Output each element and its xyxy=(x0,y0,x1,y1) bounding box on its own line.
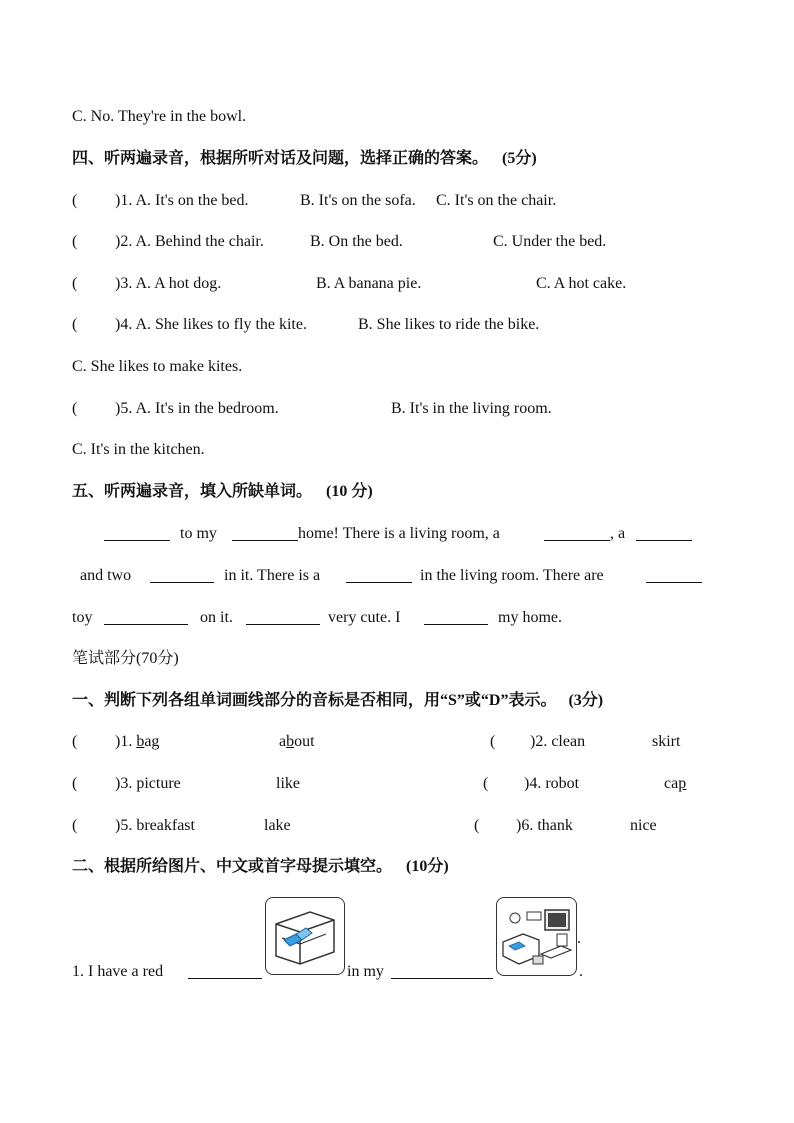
q1-paren: ( xyxy=(72,192,78,209)
paren: ( xyxy=(483,775,489,792)
phonetic-compare: cap xyxy=(664,775,687,792)
part2-q1-period: . xyxy=(579,963,583,980)
q5-option-a: )5. A. It's in the bedroom. xyxy=(115,400,279,417)
part2-q1-text: 1. I have a red xyxy=(72,963,164,980)
cloze-blank-5[interactable] xyxy=(150,566,214,583)
q2-option-a: )2. A. Behind the chair. xyxy=(115,233,264,250)
q5-option-b: B. It's in the living room. xyxy=(391,400,552,417)
phonetic-item: )2. clean xyxy=(530,733,586,750)
q1-option-b: B. It's on the sofa. xyxy=(300,192,416,209)
cloze-text: to my xyxy=(180,525,217,542)
part2-heading-text: 二、根据所给图片、中文或首字母提示填空。 xyxy=(72,858,393,875)
q2-paren: ( xyxy=(72,233,78,250)
paren: ( xyxy=(490,733,496,750)
cloze-blank-6[interactable] xyxy=(346,566,412,583)
q2-option-b: B. On the bed. xyxy=(310,233,403,250)
section4-score: (5分) xyxy=(502,150,537,167)
section5-score: (10 分) xyxy=(326,483,373,500)
phonetic-item: )3. picture xyxy=(115,775,181,792)
cloze-text: my home. xyxy=(498,609,562,626)
section5-heading xyxy=(72,481,373,503)
cloze-text: home! There is a living room, a xyxy=(298,525,500,542)
cloze-blank-7[interactable] xyxy=(646,566,702,583)
cloze-text: and two xyxy=(80,567,132,584)
cloze-blank-1[interactable] xyxy=(104,524,170,541)
written-part-title: 笔试部分(70分) xyxy=(72,650,179,667)
phonetic-compare: nice xyxy=(630,817,657,834)
q2-option-c: C. Under the bed. xyxy=(493,233,607,250)
phonetic-item: )4. robot xyxy=(524,775,580,792)
phonetic-compare: lake xyxy=(264,817,291,834)
cloze-blank-3[interactable] xyxy=(544,524,610,541)
part2-q1-blank-1[interactable] xyxy=(188,962,262,979)
phonetic-compare: about xyxy=(279,733,315,750)
paren: ( xyxy=(72,775,78,792)
phonetic-item: )6. thank xyxy=(516,817,573,834)
phonetic-item: )1. bag xyxy=(115,733,160,750)
cloze-blank-8[interactable] xyxy=(104,608,188,625)
q4-option-a: )4. A. She likes to fly the kite. xyxy=(115,316,307,333)
part1-heading-text: 一、判断下列各组单词画线部分的音标是否相同，用“S”或“D”表示。 xyxy=(72,692,557,709)
q4-option-b: B. She likes to ride the bike. xyxy=(358,316,540,333)
cloze-blank-4[interactable] xyxy=(636,524,692,541)
cloze-blank-9[interactable] xyxy=(246,608,320,625)
section4-heading xyxy=(72,148,537,170)
sofa-picture xyxy=(265,897,345,975)
q1-option-a: )1. A. It's on the bed. xyxy=(115,192,249,209)
living-room-icon xyxy=(497,898,576,975)
cloze-text: in it. There is a xyxy=(224,567,321,584)
phonetic-compare: like xyxy=(276,775,300,792)
cloze-text: toy xyxy=(72,609,93,626)
q3-paren: ( xyxy=(72,275,78,292)
cloze-text: very cute. I xyxy=(328,609,401,626)
q4-paren: ( xyxy=(72,316,78,333)
q3-option-a: )3. A. A hot dog. xyxy=(115,275,222,292)
cloze-text: in the living room. There are xyxy=(420,567,604,584)
phonetic-compare: skirt xyxy=(652,733,681,750)
q3-option-b: B. A banana pie. xyxy=(316,275,422,292)
q4-option-c: C. She likes to make kites. xyxy=(72,358,243,375)
paren: ( xyxy=(72,817,78,834)
q5-option-c: C. It's in the kitchen. xyxy=(72,441,205,458)
previous-option: C. No. They're in the bowl. xyxy=(72,108,247,125)
picture-dot: . xyxy=(577,930,581,947)
part2-score: (10分) xyxy=(406,858,449,875)
cloze-text: , a xyxy=(610,525,626,542)
part2-heading xyxy=(72,856,449,878)
phonetic-item: )5. breakfast xyxy=(115,817,195,834)
part1-heading xyxy=(72,690,603,712)
q5-paren: ( xyxy=(72,400,78,417)
cloze-blank-2[interactable] xyxy=(232,524,298,541)
section4-heading-text: 四、听两遍录音，根据所听对话及问题，选择正确的答案。 xyxy=(72,150,489,167)
living-room-picture xyxy=(496,897,577,976)
section5-heading-text: 五、听两遍录音，填入所缺单词。 xyxy=(72,483,313,500)
q1-option-c: C. It's on the chair. xyxy=(436,192,557,209)
cloze-blank-10[interactable] xyxy=(424,608,488,625)
paren: ( xyxy=(72,733,78,750)
part2-q1-text-2: in my xyxy=(347,963,384,980)
q3-option-c: C. A hot cake. xyxy=(536,275,627,292)
part2-q1-blank-2[interactable] xyxy=(391,962,493,979)
sofa-icon xyxy=(266,898,344,974)
paren: ( xyxy=(474,817,480,834)
part1-score: (3分) xyxy=(568,692,604,709)
cloze-text: on it. xyxy=(200,609,233,626)
